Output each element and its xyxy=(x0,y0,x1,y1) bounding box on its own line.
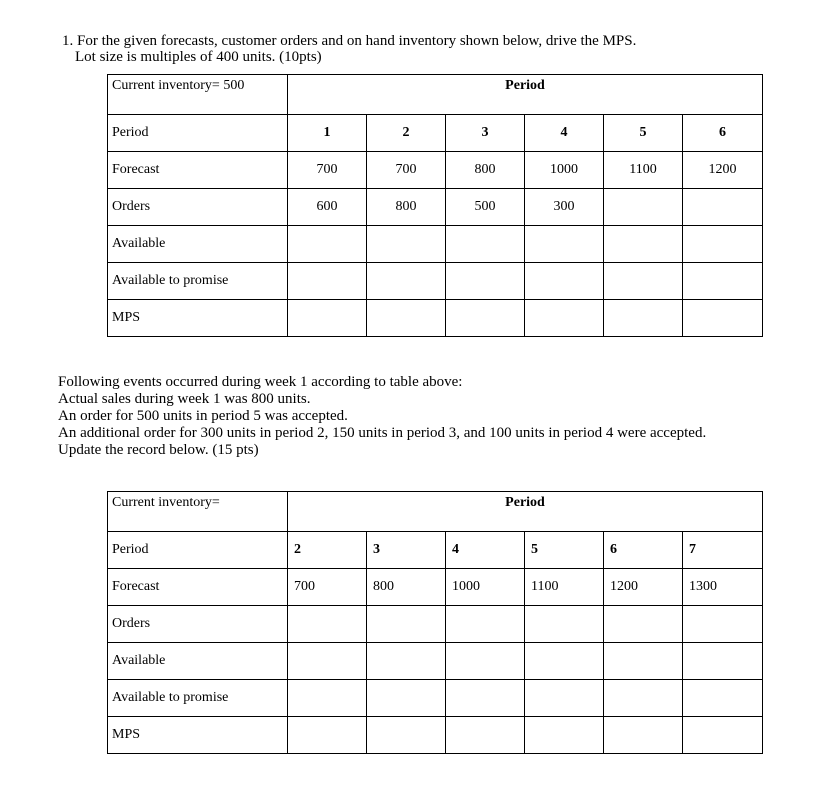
table-row xyxy=(108,300,763,337)
period-header: Period xyxy=(288,492,763,532)
table-cell xyxy=(367,263,446,300)
table-cell: 2 xyxy=(367,115,446,152)
row-label: Available to promise xyxy=(108,263,288,300)
row-label: Period xyxy=(108,532,288,569)
row-label: Orders xyxy=(108,606,288,643)
table-row xyxy=(108,75,763,115)
table-cell: 300 xyxy=(525,189,604,226)
table-cell xyxy=(525,300,604,337)
table-cell xyxy=(525,606,604,643)
table-cell xyxy=(367,226,446,263)
table-cell: 1 xyxy=(288,115,367,152)
table-cell: 1000 xyxy=(446,569,525,606)
table-cell xyxy=(683,226,763,263)
table-cell xyxy=(446,717,525,754)
table-cell: 1300 xyxy=(683,569,763,606)
table-row xyxy=(108,680,763,717)
table-row xyxy=(108,606,763,643)
table-cell xyxy=(367,643,446,680)
table-cell: 4 xyxy=(446,532,525,569)
table-row xyxy=(108,189,763,226)
table-cell xyxy=(288,680,367,717)
table-cell xyxy=(367,606,446,643)
table-cell xyxy=(446,606,525,643)
table-cell xyxy=(367,717,446,754)
table-cell xyxy=(683,189,763,226)
question-text-line2: Lot size is multiples of 400 units. (10pts) xyxy=(75,49,322,65)
table-cell xyxy=(288,300,367,337)
row-label: Available to promise xyxy=(108,680,288,717)
table-cell xyxy=(604,680,683,717)
table-cell: 800 xyxy=(367,189,446,226)
table-cell xyxy=(525,263,604,300)
table-row xyxy=(108,532,763,569)
table-cell xyxy=(525,717,604,754)
table-cell xyxy=(446,300,525,337)
table-row xyxy=(108,492,763,532)
table-cell xyxy=(446,643,525,680)
table-cell: 3 xyxy=(367,532,446,569)
mps-table-1 xyxy=(107,74,763,337)
table-cell xyxy=(525,643,604,680)
row-label: Orders xyxy=(108,189,288,226)
row-label: MPS xyxy=(108,717,288,754)
table-cell: 5 xyxy=(525,532,604,569)
table-cell: 1200 xyxy=(604,569,683,606)
table-cell xyxy=(604,643,683,680)
table-cell: 1200 xyxy=(683,152,763,189)
table-cell: 5 xyxy=(604,115,683,152)
row-label: Forecast xyxy=(108,152,288,189)
table-row xyxy=(108,643,763,680)
row-label: Available xyxy=(108,226,288,263)
table-cell xyxy=(683,606,763,643)
table-cell xyxy=(604,300,683,337)
question-text-line1: 1. For the given forecasts, customer orders and on hand inventory shown below, drive the MPS. xyxy=(62,33,637,49)
table-cell: 1000 xyxy=(525,152,604,189)
table-cell: 500 xyxy=(446,189,525,226)
table-cell xyxy=(683,680,763,717)
table-cell xyxy=(446,226,525,263)
table-cell: 1100 xyxy=(604,152,683,189)
mps-table-2 xyxy=(107,491,763,754)
table-cell: 700 xyxy=(288,152,367,189)
table-cell: 2 xyxy=(288,532,367,569)
table-cell xyxy=(367,300,446,337)
table-cell: 1100 xyxy=(525,569,604,606)
current-inventory-label: Current inventory= 500 xyxy=(108,75,288,115)
table-cell xyxy=(604,263,683,300)
row-label: Forecast xyxy=(108,569,288,606)
period-header: Period xyxy=(288,75,763,115)
table-cell xyxy=(604,606,683,643)
table-cell xyxy=(288,643,367,680)
table-cell xyxy=(683,300,763,337)
table-cell xyxy=(683,263,763,300)
row-label: Available xyxy=(108,643,288,680)
table-cell xyxy=(288,226,367,263)
events-text-line4: An additional order for 300 units in period 2, 150 units in period 3, and 100 units in period 4 were accepted. xyxy=(58,425,707,441)
table-cell xyxy=(367,680,446,717)
table-cell: 4 xyxy=(525,115,604,152)
table-row xyxy=(108,569,763,606)
table-cell: 800 xyxy=(367,569,446,606)
current-inventory-label: Current inventory= xyxy=(108,492,288,532)
table-cell xyxy=(446,263,525,300)
table-cell xyxy=(288,263,367,300)
events-text-line3: An order for 500 units in period 5 was accepted. xyxy=(58,408,348,424)
row-label: MPS xyxy=(108,300,288,337)
table-cell xyxy=(604,189,683,226)
table-row xyxy=(108,152,763,189)
table-cell: 600 xyxy=(288,189,367,226)
table-cell xyxy=(683,717,763,754)
table-cell xyxy=(288,717,367,754)
table-cell xyxy=(525,226,604,263)
table-cell xyxy=(446,680,525,717)
table-cell: 800 xyxy=(446,152,525,189)
table-cell: 700 xyxy=(367,152,446,189)
table-cell xyxy=(604,226,683,263)
table-cell: 3 xyxy=(446,115,525,152)
table-row xyxy=(108,717,763,754)
table-row xyxy=(108,263,763,300)
row-label: Period xyxy=(108,115,288,152)
table-row xyxy=(108,115,763,152)
table-cell xyxy=(604,717,683,754)
table-cell: 6 xyxy=(604,532,683,569)
table-cell: 6 xyxy=(683,115,763,152)
table-cell: 7 xyxy=(683,532,763,569)
table-cell: 700 xyxy=(288,569,367,606)
events-text-line1: Following events occurred during week 1 according to table above: xyxy=(58,374,463,390)
table-cell xyxy=(288,606,367,643)
table-cell xyxy=(525,680,604,717)
table-row xyxy=(108,226,763,263)
table-cell xyxy=(683,643,763,680)
events-text-line2: Actual sales during week 1 was 800 units. xyxy=(58,391,311,407)
events-text-line5: Update the record below. (15 pts) xyxy=(58,442,259,458)
